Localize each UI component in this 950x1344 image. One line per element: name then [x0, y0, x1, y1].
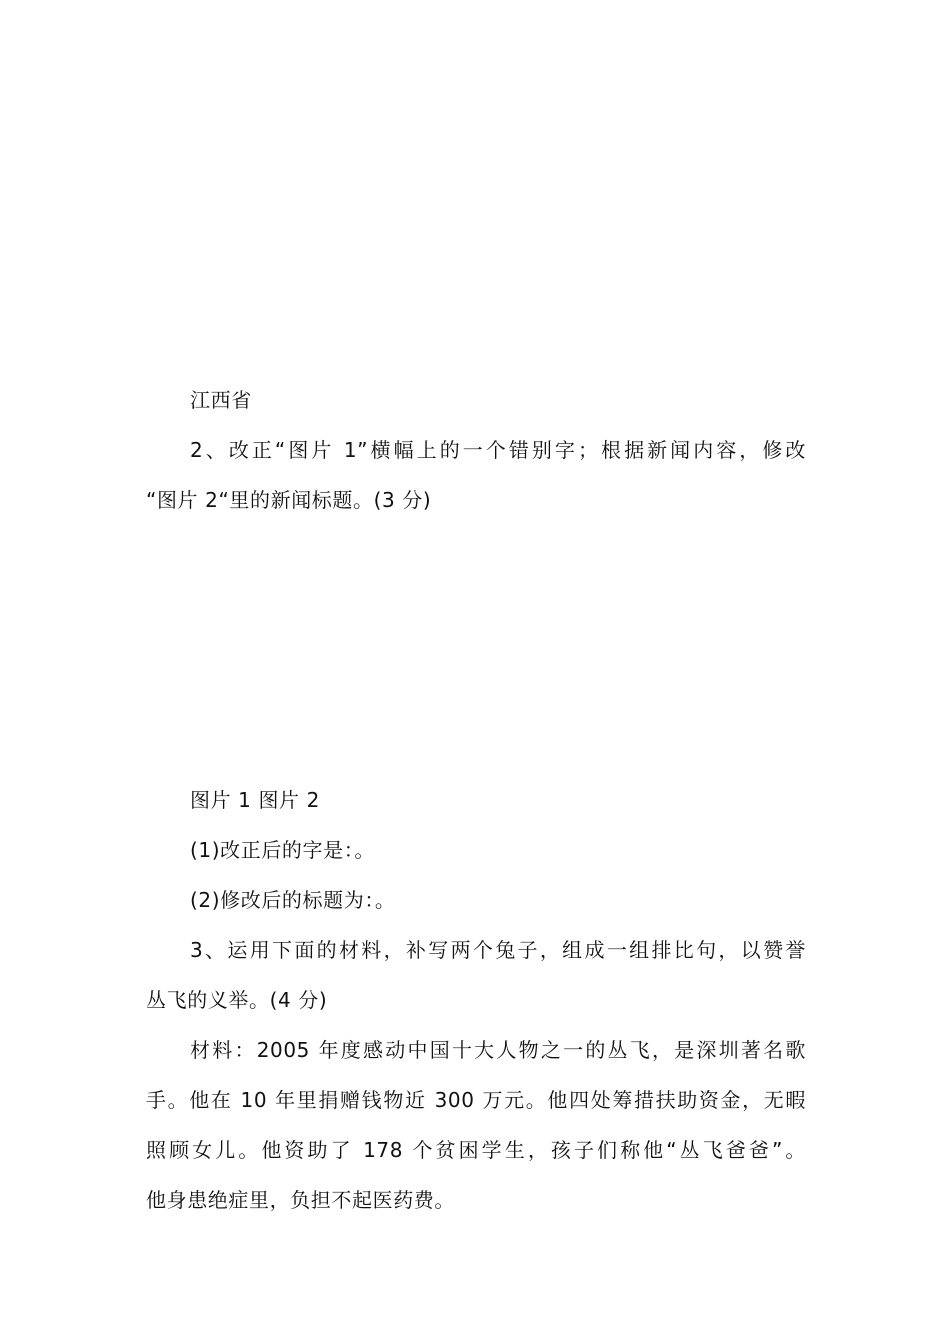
answer-1-line: (1)改正后的字是：。 [190, 838, 375, 862]
material-line-1: 材料：2005 年度感动中国十大人物之一的丛飞，是深圳著名歌 [190, 1038, 806, 1062]
question-2-line-1: 2、改正“图片 1”横幅上的一个错别字；根据新闻内容，修改 [190, 438, 806, 462]
material-line-4: 他身患绝症里，负担不起医药费。 [146, 1188, 455, 1212]
question-3-line-1: 3、运用下面的材料，补写两个兔子，组成一组排比句，以赞誉 [190, 938, 806, 962]
answer-2-line: (2)修改后的标题为：。 [190, 888, 396, 912]
material-line-2: 手。他在 10 年里捐赠钱物近 300 万元。他四处筹措扶助资金，无暇 [146, 1088, 806, 1112]
material-line-3: 照顾女儿。他资助了 178 个贫困学生，孩子们称他“丛飞爸爸”。 [146, 1138, 806, 1162]
image-captions: 图片 1 图片 2 [190, 788, 320, 812]
question-2-line-2: “图片 2“里的新闻标题。(3 分) [146, 488, 432, 512]
province-label: 江西省 [190, 388, 252, 412]
question-3-line-2: 丛飞的义举。(4 分) [146, 988, 328, 1012]
